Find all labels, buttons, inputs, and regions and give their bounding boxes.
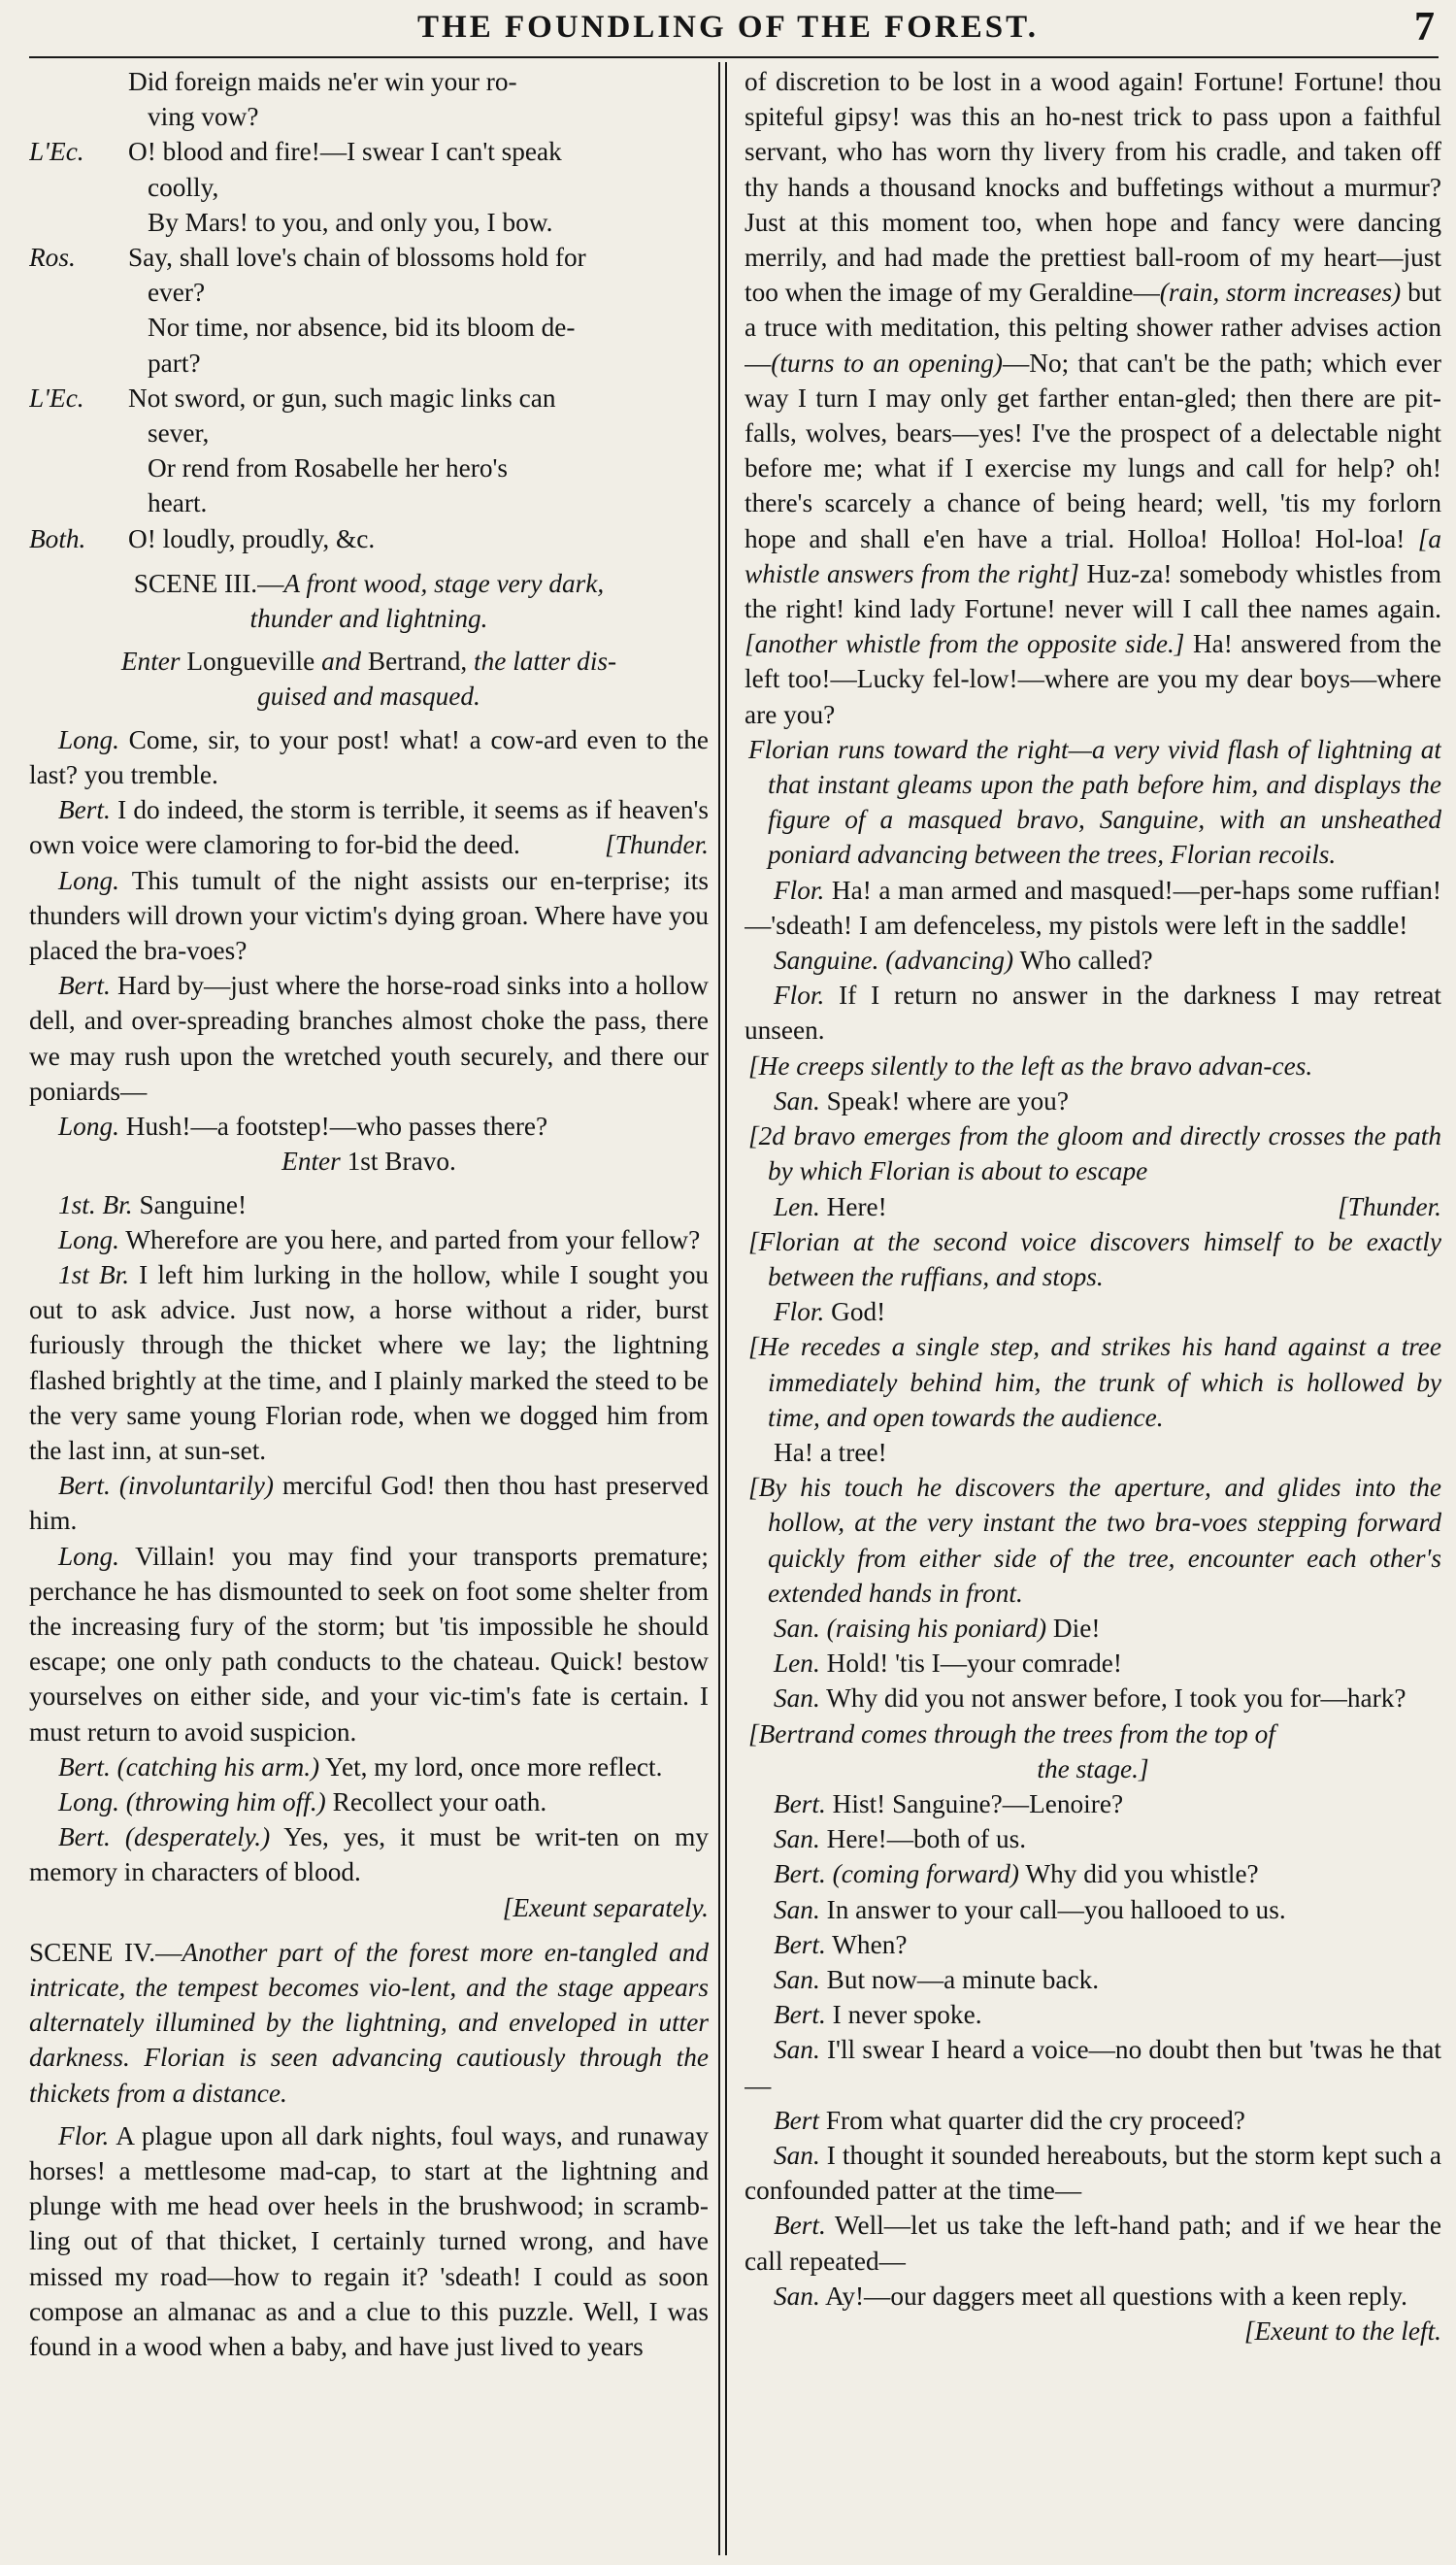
song-stanza — [29, 64, 709, 134]
dialogue-text: Why did you not answer before, I took you for—hark? — [826, 1683, 1406, 1714]
dialogue-text: Who called? — [1019, 946, 1153, 976]
direction-word: and — [321, 647, 362, 677]
dialogue-paragraph — [745, 1997, 1441, 2032]
speaker: San. — [774, 1964, 820, 1994]
speaker: Len. — [774, 1649, 820, 1679]
dialogue-text: In answer to your call—you hallooed to us. — [826, 1894, 1286, 1924]
stage-direction: [He recedes a single step, and strikes his hand against a tree immediately behind him, the trunk of which is hollowed by time, and open towards the audience. — [748, 1332, 1441, 1432]
dialogue-paragraph — [29, 968, 709, 1109]
dialogue-text: Wherefore are you here, and parted from your fellow? — [125, 1224, 701, 1254]
speaker: 1st Br. — [58, 1259, 130, 1289]
dialogue-text: Well—let us take the left-hand path; and if we hear the call repeated— — [745, 2211, 1441, 2276]
right-column — [745, 64, 1441, 2555]
dialogue-text: Ha! a man armed and masqued!—per-haps some ruffian!—'sdeath! I am defenceless, my pistols were left in the saddle! — [745, 875, 1441, 940]
speaker: L'Ec. — [29, 383, 84, 413]
speaker: Flor. — [774, 981, 825, 1011]
speaker: Bert. — [58, 971, 111, 1001]
stage-direction: (coming forward) — [832, 1859, 1019, 1889]
speaker: Long. — [58, 1112, 119, 1142]
stage-direction: (rain, storm increases) — [1159, 278, 1402, 308]
speaker: Bert. — [58, 1822, 111, 1852]
dialogue-paragraph — [745, 1294, 1441, 1329]
verse-line: ving vow? — [148, 102, 259, 132]
speaker: Flor. — [58, 2120, 110, 2150]
speaker: Bert. — [58, 795, 111, 825]
speaker: San. — [774, 1613, 820, 1643]
scene-description: A front wood, stage very dark, — [283, 568, 605, 598]
stage-direction: (raising his poniard) — [826, 1613, 1047, 1643]
stage-direction: Florian runs toward the right—a very vivid flash of lightning at that instant gleams upon the path before him, and displays the figure of a masqued bravo, Sanguine, with an unsheathed poniard advancing between the trees, Florian recoils. — [748, 734, 1441, 870]
stage-direction: [another whistle from the opposite side.] — [745, 629, 1185, 659]
dialogue-text: of discretion to be lost in a wood again! Fortune! Fortune! thou spiteful gipsy! was this an ho-nest trick to pass upon a faithful servant, who has worn thy livery from his cradle, and taken off thy hands a thousand knocks and buffetings without a murmur? Just at this moment too, when hope and fancy were dancing merrily, and had made the prettiest ball-room of my heart—just too when the image of my Geraldine— — [745, 67, 1441, 308]
speaker: Bert. — [58, 1471, 111, 1501]
stage-direction: [Thunder. — [1338, 1191, 1441, 1221]
dialogue-text: Here!—both of us. — [826, 1824, 1027, 1854]
speaker: San. — [774, 1683, 820, 1714]
dialogue-text: Ha! a tree! — [774, 1437, 887, 1467]
verse-line: Not sword, or gun, such magic links can — [128, 383, 556, 413]
speaker: Long. — [58, 724, 119, 754]
scene-description: Another part of the forest more en-tangled and intricate, the tempest becomes vio-lent, and the stage appears alternately illumined by the lightning, and enveloped in utter darkness. Florian is seen advancing cautiously through the thickets from a distance. — [29, 1937, 709, 2108]
song-stanza — [29, 240, 709, 310]
entrance-direction — [29, 1144, 709, 1179]
verse-line: Say, shall love's chain of blossoms hold for — [128, 243, 586, 273]
speaker: San. — [774, 2140, 820, 2170]
direction-text: [Thunder. — [605, 830, 709, 860]
scene-description: thunder and lightning. — [249, 604, 488, 634]
dialogue-text: God! — [831, 1297, 886, 1327]
dialogue-paragraph — [29, 1539, 709, 1749]
running-header — [0, 0, 1456, 54]
direction-word: Enter — [281, 1147, 341, 1177]
dialogue-text: Ay!—our daggers meet all questions with a keen reply. — [825, 2281, 1407, 2311]
stage-direction: [He creeps silently to the left as the bravo advan-ces. — [748, 1050, 1313, 1081]
song-stanza — [29, 205, 709, 240]
dialogue-text: I do indeed, the storm is terrible, it seems as if heaven's own voice were clamoring to for-bid the deed. — [29, 795, 709, 860]
verse-line: ever? — [148, 278, 206, 308]
speaker: Flor. — [774, 1297, 825, 1327]
dialogue-text: But now—a minute back. — [826, 1964, 1100, 1994]
dialogue-paragraph — [745, 2103, 1441, 2138]
dialogue-paragraph — [745, 2032, 1441, 2102]
dialogue-paragraph — [29, 1784, 709, 1819]
stage-direction: (desperately.) — [124, 1822, 271, 1852]
dialogue-paragraph — [29, 2118, 709, 2364]
dialogue-text: Ha! answered from the left too!—Lucky fel-low!—where are you my dear boys—where are you? — [745, 629, 1441, 729]
dialogue-text: Yet, my lord, once more reflect. — [324, 1751, 663, 1782]
scene-label: SCENE III.— — [133, 568, 284, 598]
verse-line: Nor time, nor absence, bid its bloom de- — [148, 313, 576, 343]
dialogue-text: This tumult of the night assists our en-terprise; its thunders will drown your victim's dying groan. Where have you placed the bra-voes? — [29, 865, 709, 966]
dialogue-text: Speak! where are you? — [826, 1085, 1069, 1116]
speaker: San. — [774, 2281, 820, 2311]
dialogue-paragraph — [745, 1892, 1441, 1927]
dialogue-paragraph — [745, 1821, 1441, 1856]
speaker: Long. — [58, 865, 119, 895]
dialogue-paragraph — [745, 64, 1441, 732]
entrance-direction — [29, 644, 709, 714]
spacer — [29, 2111, 709, 2118]
direction-text: the latter dis- — [474, 647, 617, 677]
dialogue-paragraph — [29, 1749, 709, 1784]
scene-heading — [29, 1935, 709, 2111]
speaker: Len. — [774, 1191, 820, 1221]
speaker: Bert — [774, 2105, 819, 2135]
header-rule — [29, 56, 1439, 58]
dialogue-text: Hard by—just where the horse-road sinks into a hollow dell, and over-spreading branches almost choke the pass, there we may rush upon the wretched youth securely, and there our poniards— — [29, 971, 709, 1106]
dialogue-paragraph — [745, 1927, 1441, 1962]
dialogue-text: If I return no answer in the darkness I may retreat unseen. — [745, 981, 1441, 1046]
verse-line: Or rend from Rosabelle her hero's — [148, 453, 509, 483]
dialogue-text: Huz-za! somebody whistles from the right! kind lady Fortune! never will I call thee names again. — [745, 558, 1441, 624]
speaker: Bert. — [774, 1929, 826, 1959]
dialogue-paragraph — [29, 1257, 709, 1468]
scene-heading — [29, 566, 709, 636]
speaker: Bert. — [774, 2000, 826, 2030]
direction-text: [Exeunt separately. — [502, 1892, 709, 1922]
verse-line: heart. — [148, 488, 208, 518]
dialogue-paragraph — [745, 1435, 1441, 1470]
dialogue-paragraph — [745, 1189, 1441, 1224]
speaker: Long. — [58, 1541, 119, 1571]
speaker: San. — [774, 1894, 820, 1924]
stage-direction: [By his touch he discovers the aperture, and glides into the hollow, at the very instant the two bra-voes stepping forward quickly from either side of the tree, encounter each other's extended hands in front. — [748, 1473, 1441, 1608]
dialogue-text: Sanguine! — [139, 1189, 248, 1219]
speaker: Sanguine. — [774, 946, 879, 976]
spacer — [29, 1925, 709, 1935]
dialogue-text: Why did you whistle? — [1025, 1859, 1259, 1889]
stage-direction: [Florian at the second voice discovers himself to be exactly between the ruffians, and stops. — [748, 1226, 1441, 1291]
speaker: Bert. — [774, 1788, 826, 1818]
dialogue-paragraph — [745, 1083, 1441, 1118]
verse-line: By Mars! to you, and only you, I bow. — [148, 207, 553, 237]
speaker: San. — [774, 2035, 820, 2065]
speaker: L'Ec. — [29, 137, 84, 167]
verse-line: O! loudly, proudly, &c. — [128, 523, 376, 553]
dialogue-text: Die! — [1052, 1613, 1101, 1643]
dialogue-paragraph — [29, 1187, 709, 1222]
song-stanza — [29, 521, 709, 556]
verse-line: sever, — [148, 418, 210, 449]
dialogue-text: Yes, yes, it must be writ-ten on my memory in characters of blood. — [29, 1822, 709, 1887]
stage-direction — [29, 1890, 709, 1925]
character-name: Bertrand, — [367, 647, 468, 677]
dialogue-paragraph — [745, 978, 1441, 1048]
direction-text: [Exeunt to the left. — [1243, 2316, 1441, 2346]
direction-text: guised and masqued. — [257, 682, 480, 712]
dialogue-paragraph — [745, 1786, 1441, 1821]
speaker: Bert. — [774, 1859, 826, 1889]
dialogue-text: Hold! 'tis I—your comrade! — [826, 1649, 1122, 1679]
stage-direction: (catching his arm.) — [116, 1751, 320, 1782]
scene-label: SCENE IV.— — [29, 1937, 182, 1967]
dialogue-text: I'll swear I heard a voice—no doubt then but 'twas he that— — [745, 2035, 1441, 2100]
dialogue-text: Hush!—a footstep!—who passes there? — [125, 1112, 548, 1142]
song-stanza — [29, 381, 709, 450]
dialogue-text: Hist! Sanguine?—Lenoire? — [832, 1788, 1124, 1818]
column-divider — [718, 62, 727, 2555]
dialogue-text: From what quarter did the cry proceed? — [825, 2105, 1245, 2135]
verse-line: part? — [148, 348, 201, 378]
stage-direction: (throwing him off.) — [125, 1786, 326, 1816]
verse-line: O! blood and fire!—I swear I can't speak — [128, 137, 562, 167]
speaker: San. — [774, 1085, 820, 1116]
stage-direction: [2d bravo emerges from the gloom and directly crosses the path by which Florian is about to escape — [748, 1121, 1441, 1186]
dialogue-text: Recollect your oath. — [332, 1786, 547, 1816]
dialogue-text: Come, sir, to your post! what! a cow-ard even to the last? you tremble. — [29, 724, 709, 789]
dialogue-paragraph — [29, 1109, 709, 1144]
speaker: Bert. — [774, 2211, 826, 2241]
song-block — [29, 64, 709, 556]
dialogue-paragraph — [745, 1611, 1441, 1646]
dialogue-paragraph — [745, 1681, 1441, 1716]
song-stanza — [29, 450, 709, 520]
direction-word: Enter — [120, 647, 181, 677]
dialogue-paragraph — [745, 1856, 1441, 1891]
dialogue-text: I left him lurking in the hollow, while I sought you out to ask advice. Just now, a horse without a rider, burst furiously through the thicket where we lay; the lightning flashed brightly at the time, and I plainly marked the steed to be the very same young Florian rode, when we dogged him from the last inn, at sun-set. — [29, 1259, 709, 1465]
stage-direction: (involuntarily) — [118, 1471, 275, 1501]
stage-direction: the stage.] — [1037, 1753, 1149, 1783]
dialogue-text: A plague upon all dark nights, foul ways, and runaway horses! a mettlesome mad-cap, to start at the lightning and plunge with me head over heels in the brushwood; in scramb-ling out of that thicket, I certainly turned wrong, and have missed my road—how to regain it? 'sdeath! I could as soon compose an almanac as and a clue to this puzzle. Well, I was found in a wood when a baby, and have just lived to years — [29, 2120, 709, 2361]
dialogue-paragraph — [745, 2208, 1441, 2278]
spacer — [29, 715, 709, 722]
verse-line: Did foreign maids ne'er win your ro- — [128, 67, 517, 96]
stage-direction — [745, 2314, 1441, 2348]
left-column — [29, 64, 709, 2555]
dialogue-text: I thought it sounded hereabouts, but the storm kept such a confounded patter at the time— — [745, 2140, 1441, 2206]
dialogue-paragraph — [745, 1646, 1441, 1681]
speaker: San. — [774, 1824, 820, 1854]
dialogue-paragraph — [29, 863, 709, 969]
dialogue-paragraph — [29, 1222, 709, 1257]
dialogue-text: Villain! you may find your transports premature; perchance he has dismounted to seek on foot some shelter from the increasing fury of the storm; but 'tis impossible he should escape; one only path conducts to the chateau. Quick! bestow yourselves on either side, and your vic-tim's fate is certain. I must return to avoid suspicion. — [29, 1541, 709, 1747]
speaker: Ros. — [29, 243, 76, 273]
character-name: Longueville — [186, 647, 315, 677]
dialogue-text: but a truce with meditation, this pelting shower rather advises action— — [745, 278, 1441, 378]
speaker: Bert. — [58, 1751, 111, 1782]
dialogue-paragraph — [745, 2279, 1441, 2314]
dialogue-paragraph — [29, 1468, 709, 1538]
spacer — [29, 1180, 709, 1187]
dialogue-text: merciful God! then thou hast preserved him. — [29, 1471, 709, 1536]
speaker: 1st. Br. — [58, 1189, 133, 1219]
dialogue-paragraph — [29, 1819, 709, 1889]
spacer — [29, 636, 709, 644]
speaker: Flor. — [774, 875, 825, 905]
dialogue-text: Here! — [826, 1191, 887, 1221]
speaker: Long. — [58, 1224, 119, 1254]
song-stanza — [29, 310, 709, 380]
dialogue-text: —No; that can't be the path; which ever way I turn I may only get farther entan-gled; then there are pit-falls, wolves, bears—yes! I've the prospect of a delectable night before me; what if I exercise my lungs and call for help? oh! there's scarcely a chance of being heard; well, 'tis my forlorn hope and shall e'en have a trial. Holloa! Holloa! Hol-loa! — [745, 348, 1441, 553]
speaker: Both. — [29, 523, 86, 553]
page-number: 7 — [1414, 5, 1435, 50]
running-title: THE FOUNDLING OF THE FOREST. — [417, 10, 1039, 45]
dialogue-text: When? — [832, 1929, 908, 1959]
spacer — [29, 556, 709, 566]
verse-line: coolly, — [148, 172, 219, 202]
character-name: 1st Bravo. — [347, 1147, 456, 1177]
stage-direction: (turns to an opening) — [771, 348, 1003, 378]
dialogue-paragraph — [29, 722, 709, 792]
stage-direction: [a whistle answers from the right] — [745, 523, 1441, 588]
dialogue-paragraph — [745, 2138, 1441, 2208]
song-stanza — [29, 134, 709, 204]
stage-direction: (advancing) — [885, 946, 1014, 976]
dialogue-text: I never spoke. — [832, 2000, 982, 2030]
dialogue-paragraph — [745, 873, 1441, 943]
dialogue-paragraph — [745, 943, 1441, 978]
speaker: Long. — [58, 1786, 119, 1816]
stage-direction: [Bertrand comes through the trees from the top of — [748, 1718, 1275, 1749]
dialogue-paragraph — [745, 1962, 1441, 1997]
